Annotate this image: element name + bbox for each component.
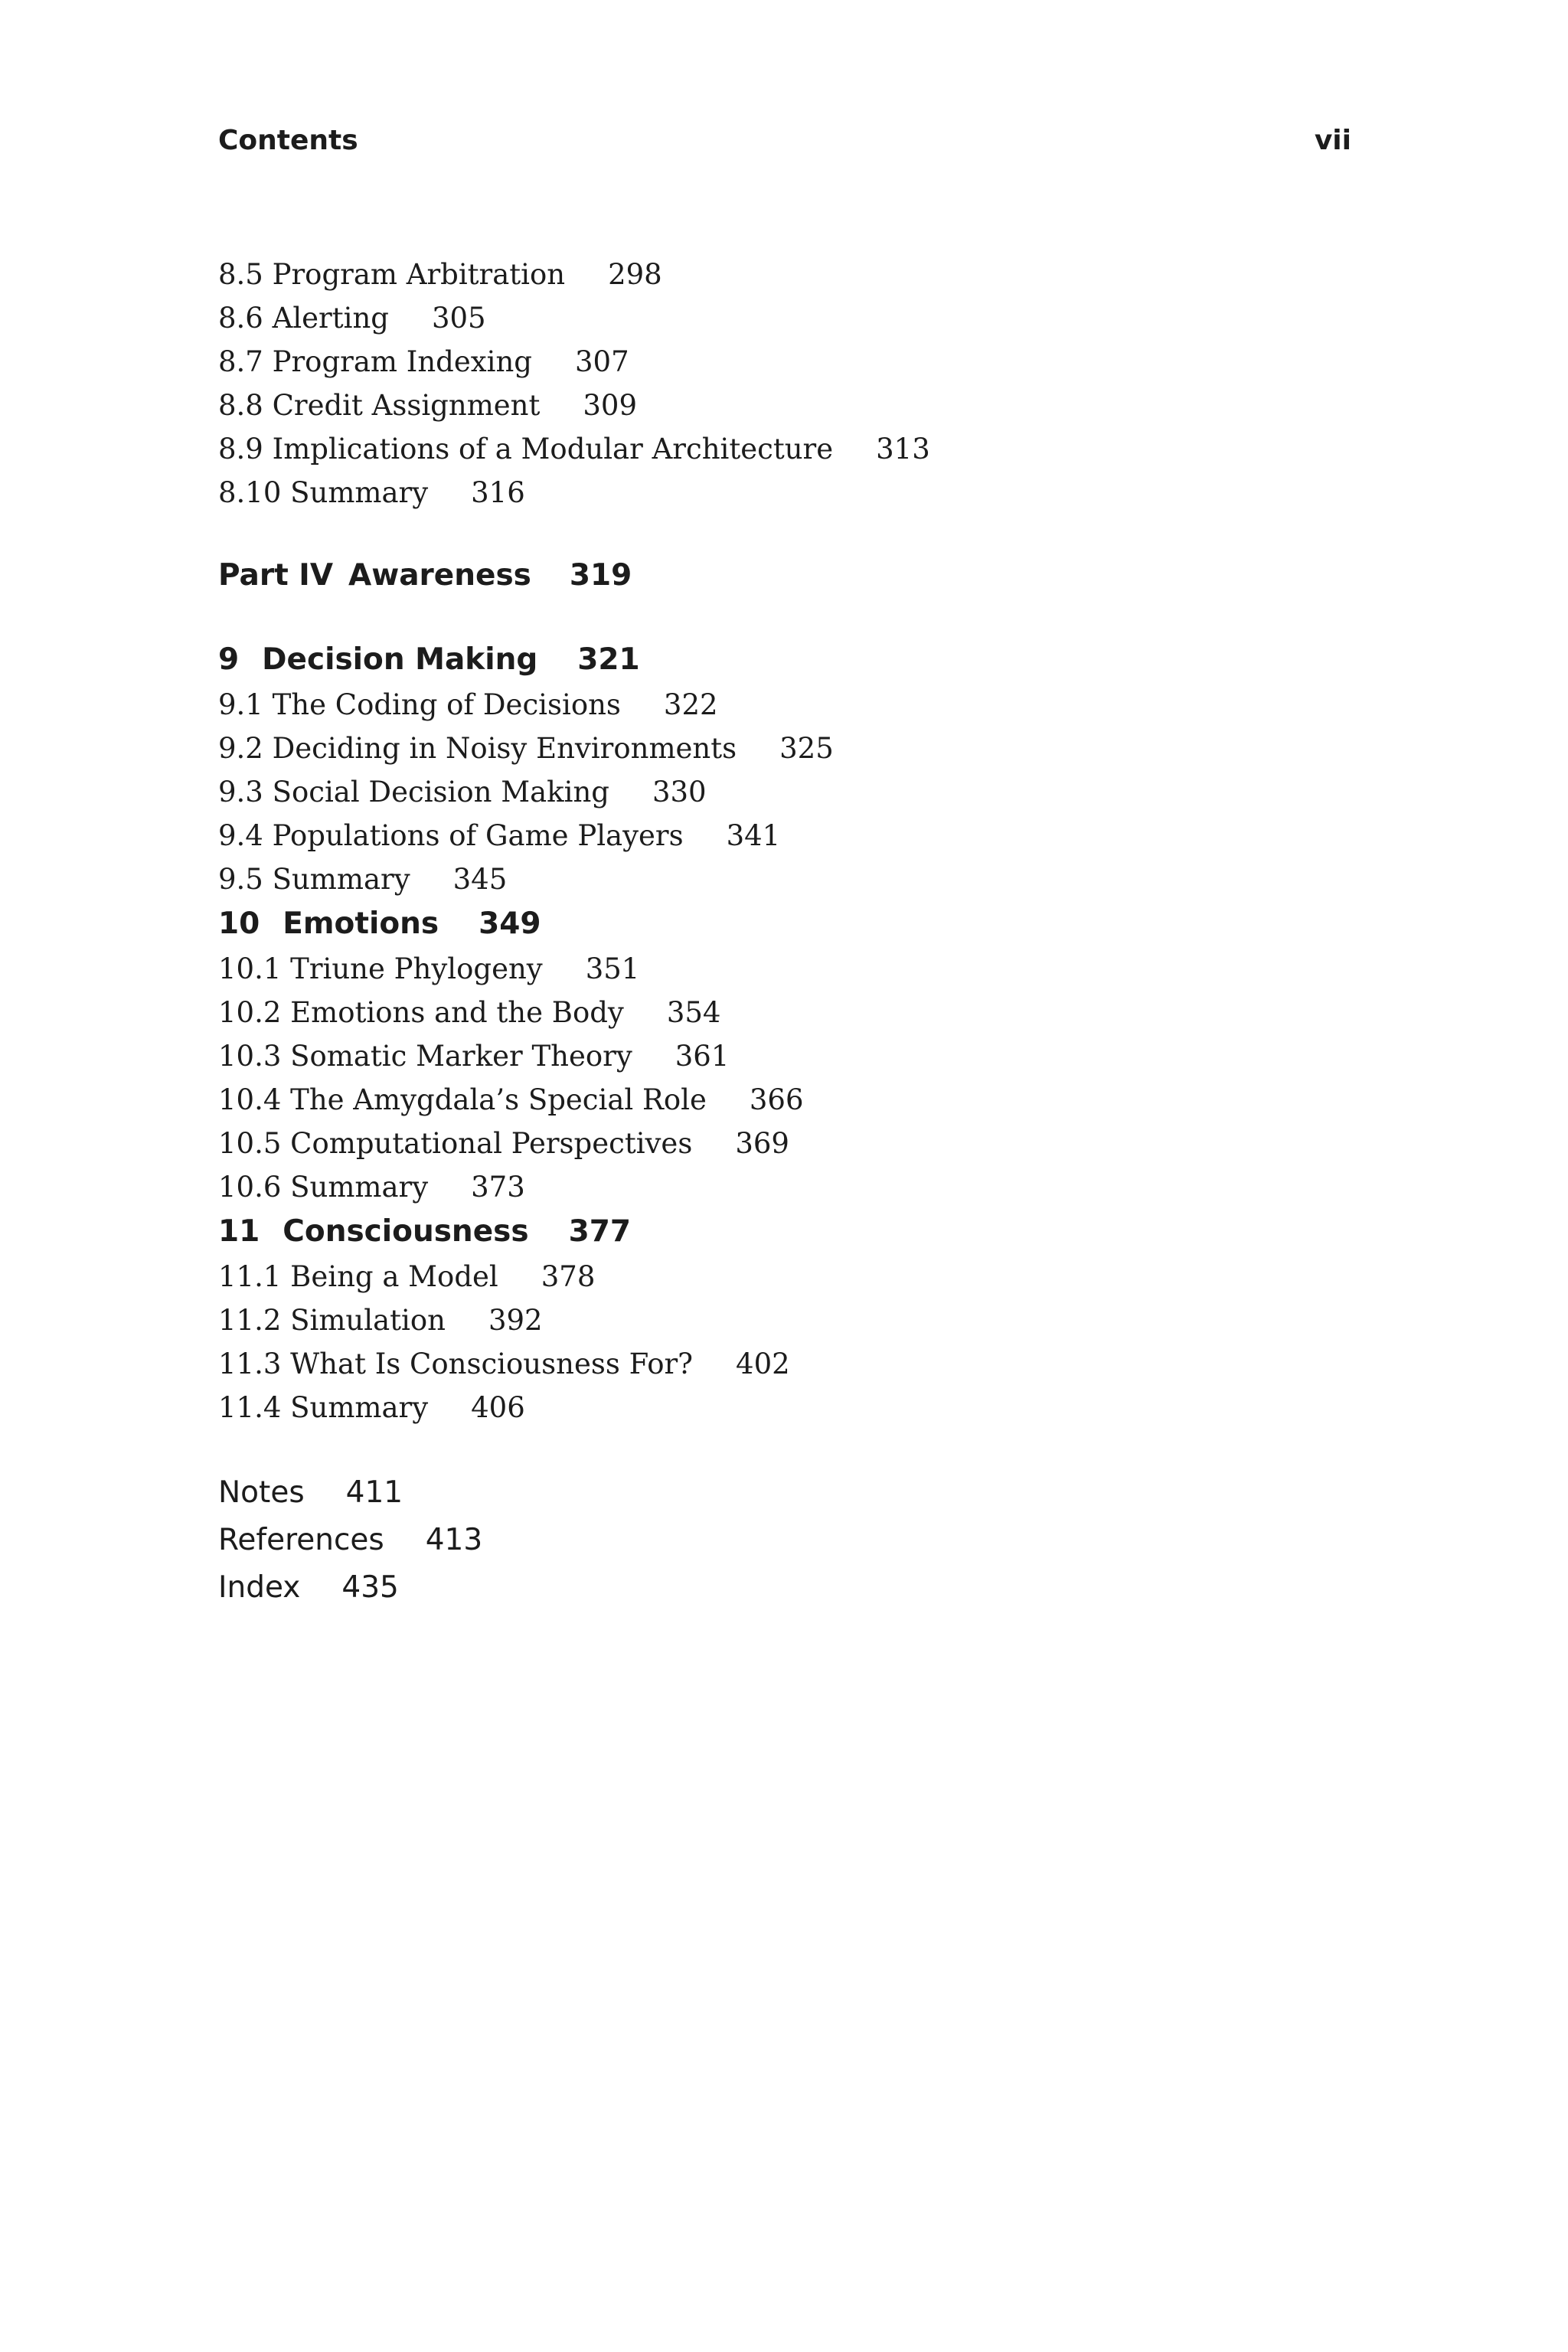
toc-entry-page: 354 <box>666 996 721 1029</box>
chapter-title: Emotions <box>283 906 439 941</box>
toc-entry-11-2[interactable] <box>218 1298 1351 1342</box>
toc-entry-9-2[interactable] <box>218 727 1351 770</box>
toc-entry-label: 11.2 Simulation <box>218 1304 446 1337</box>
toc-entry-8-10[interactable] <box>218 471 1351 514</box>
toc-entry-label: 8.7 Program Indexing <box>218 345 532 378</box>
toc-entry-page: 413 <box>425 1523 483 1557</box>
toc-entry-page: 298 <box>608 258 662 291</box>
toc-entry-page: 307 <box>574 345 629 378</box>
toc-chapter-9[interactable] <box>218 637 1351 683</box>
toc-chapter-10[interactable] <box>218 901 1351 947</box>
chapter-number: 11 <box>218 1214 260 1249</box>
toc-notes[interactable] <box>218 1469 1351 1517</box>
toc-entry-9-3[interactable] <box>218 770 1351 814</box>
toc-entry-page: 361 <box>675 1040 730 1073</box>
toc-entry-label: 11.1 Being a Model <box>218 1260 498 1293</box>
toc-entry-10-4[interactable] <box>218 1078 1351 1122</box>
toc-entry-label: 8.8 Credit Assignment <box>218 389 541 422</box>
chapter-number: 10 <box>218 906 260 941</box>
toc-entry-10-3[interactable] <box>218 1034 1351 1078</box>
toc-entry-9-5[interactable] <box>218 858 1351 901</box>
toc-entry-label: Index <box>218 1570 301 1605</box>
part-title: Awareness <box>348 558 531 593</box>
chapter-page: 377 <box>568 1214 631 1249</box>
toc-entry-page: 366 <box>749 1083 804 1116</box>
toc-entry-label: 9.1 The Coding of Decisions <box>218 688 621 721</box>
toc-entry-label: 9.5 Summary <box>218 863 410 896</box>
toc-entry-page: 435 <box>341 1570 399 1605</box>
toc-entry-label: 9.4 Populations of Game Players <box>218 819 684 852</box>
toc-entry-11-3[interactable] <box>218 1342 1351 1386</box>
toc-entry-label: References <box>218 1523 384 1557</box>
toc-entry-8-9[interactable] <box>218 427 1351 471</box>
toc-entry-11-4[interactable] <box>218 1386 1351 1429</box>
toc-entry-label: 8.5 Program Arbitration <box>218 258 566 291</box>
toc-chapter-11[interactable] <box>218 1209 1351 1255</box>
toc-index[interactable] <box>218 1564 1351 1612</box>
toc-entry-label: 10.5 Computational Perspectives <box>218 1127 693 1160</box>
toc-entry-8-8[interactable] <box>218 384 1351 427</box>
running-head <box>218 122 1351 159</box>
toc-entry-label: 10.1 Triune Phylogeny <box>218 952 543 985</box>
toc-entry-page: 313 <box>876 433 930 466</box>
toc-entry-page: 341 <box>726 819 781 852</box>
back-matter <box>218 1469 1351 1612</box>
toc-entry-label: 10.3 Somatic Marker Theory <box>218 1040 632 1073</box>
toc-entry-label: 8.6 Alerting <box>218 302 389 335</box>
part-page: 319 <box>569 558 632 593</box>
toc-part-4[interactable] <box>218 554 1351 597</box>
toc-entry-label: 11.4 Summary <box>218 1391 429 1424</box>
toc-entry-page: 411 <box>345 1475 403 1510</box>
toc-entry-page: 369 <box>735 1127 789 1160</box>
toc-entry-page: 345 <box>452 863 508 896</box>
toc-entry-page: 316 <box>471 476 525 509</box>
toc-entry-label: 10.6 Summary <box>218 1171 429 1204</box>
toc-entry-page: 325 <box>779 732 834 765</box>
table-of-contents <box>218 253 1351 1612</box>
toc-entry-label: Notes <box>218 1475 305 1510</box>
toc-entry-page: 378 <box>541 1260 596 1293</box>
toc-entry-10-2[interactable] <box>218 991 1351 1034</box>
toc-entry-page: 351 <box>585 952 640 985</box>
toc-entry-8-6[interactable] <box>218 296 1351 340</box>
toc-references[interactable] <box>218 1517 1351 1564</box>
toc-entry-label: 10.4 The Amygdala’s Special Role <box>218 1083 707 1116</box>
toc-entry-9-1[interactable] <box>218 683 1351 727</box>
toc-entry-10-5[interactable] <box>218 1122 1351 1165</box>
chapter-title: Consciousness <box>283 1214 529 1249</box>
chapter-page: 349 <box>479 906 541 941</box>
toc-entry-label: 10.2 Emotions and the Body <box>218 996 624 1029</box>
toc-entry-page: 373 <box>471 1171 525 1204</box>
toc-entry-11-1[interactable] <box>218 1255 1351 1298</box>
toc-entry-label: 9.3 Social Decision Making <box>218 776 609 808</box>
part-number: Part IV <box>218 558 334 593</box>
toc-entry-8-7[interactable] <box>218 340 1351 384</box>
toc-entry-page: 322 <box>663 688 718 721</box>
chapter-number: 9 <box>218 642 240 677</box>
toc-entry-page: 309 <box>583 389 637 422</box>
toc-entry-page: 406 <box>471 1391 525 1424</box>
toc-entry-page: 392 <box>488 1304 543 1337</box>
toc-entry-10-1[interactable] <box>218 947 1351 991</box>
toc-entry-label: 9.2 Deciding in Noisy Environments <box>218 732 737 765</box>
toc-entry-label: 11.3 What Is Consciousness For? <box>218 1348 694 1380</box>
running-head-title: Contents <box>218 125 358 156</box>
toc-entry-label: 8.9 Implications of a Modular Architecture <box>218 433 834 466</box>
chapter-title: Decision Making <box>262 642 538 677</box>
toc-entry-page: 402 <box>736 1348 790 1380</box>
toc-entry-label: 8.10 Summary <box>218 476 429 509</box>
toc-entry-8-5[interactable] <box>218 253 1351 296</box>
page-number: vii <box>1314 125 1351 156</box>
toc-entry-page: 330 <box>652 776 707 808</box>
toc-entry-9-4[interactable] <box>218 814 1351 858</box>
toc-entry-page: 305 <box>431 302 486 335</box>
toc-entry-10-6[interactable] <box>218 1165 1351 1209</box>
chapter-page: 321 <box>577 642 640 677</box>
